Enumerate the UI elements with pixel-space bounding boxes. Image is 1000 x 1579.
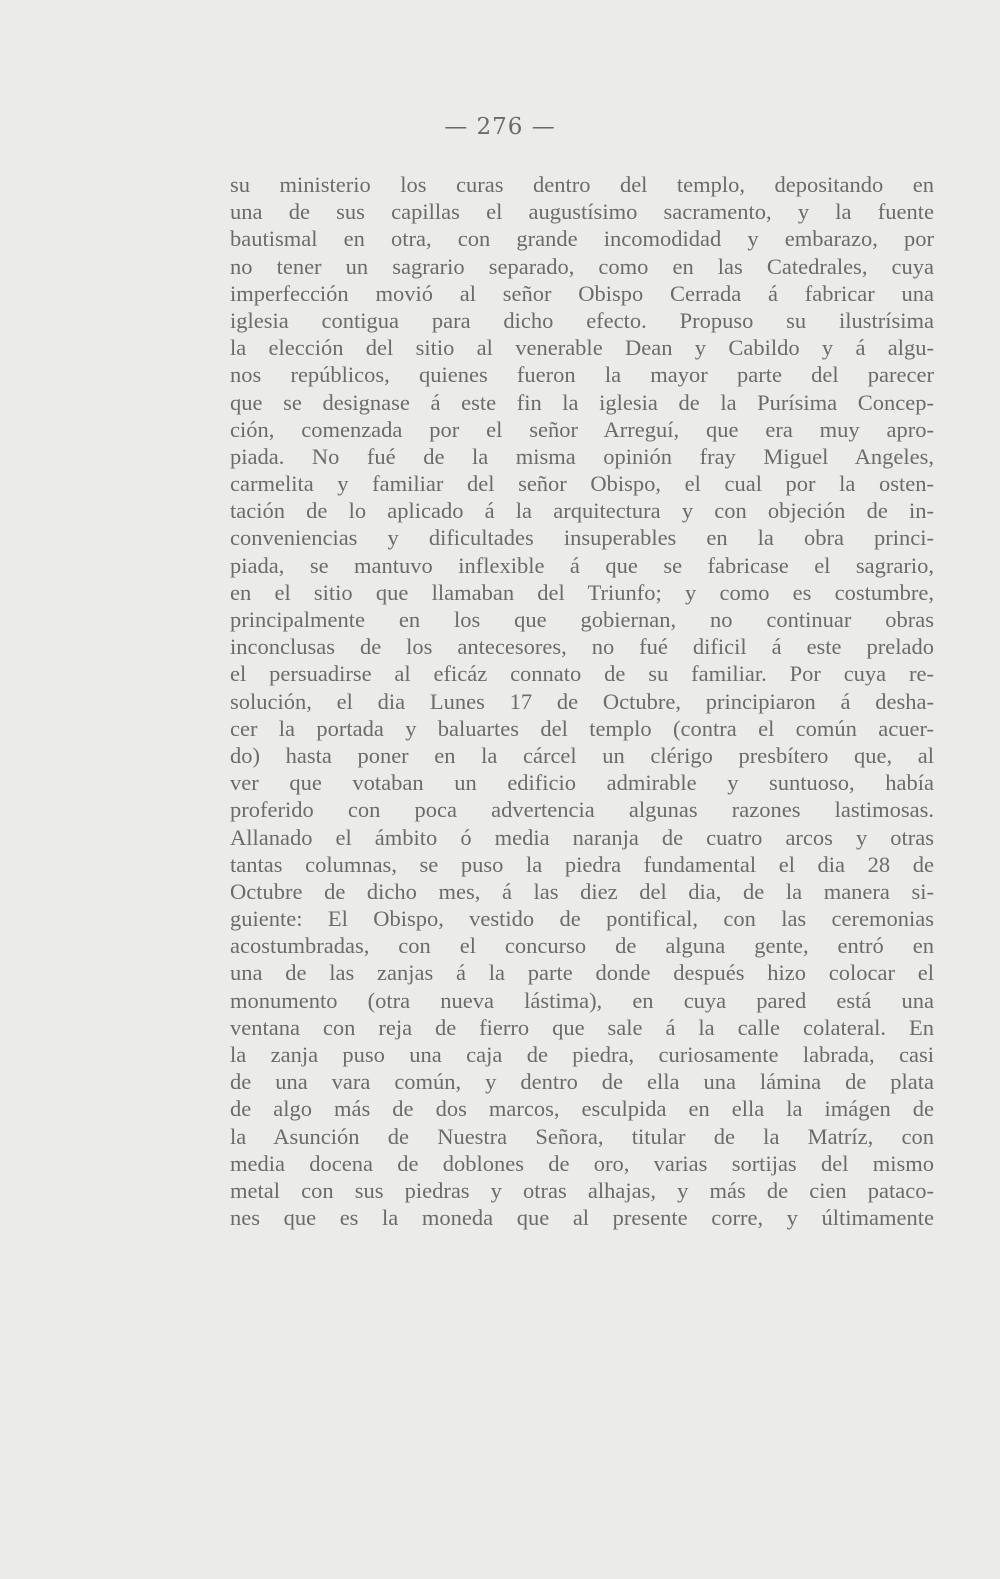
text-line: inconclusas de los antecesores, no fué dificil á este prelado <box>230 634 934 660</box>
text-line: Octubre de dicho mes, á las diez del dia, de la manera si- <box>230 878 934 904</box>
text-line: metal con sus piedras y otras alhajas, y más de cien pataco- <box>230 1177 934 1203</box>
text-line: bautismal en otra, con grande incomodidad y embarazo, por <box>230 226 934 252</box>
text-line: iglesia contigua para dicho efecto. Propuso su ilustrísima <box>230 307 934 333</box>
text-line: ventana con reja de fierro que sale á la calle colateral. En <box>230 1014 934 1040</box>
text-line: una de sus capillas el augustísimo sacramento, y la fuente <box>230 199 934 225</box>
text-line: tación de lo aplicado á la arquitectura y con objeción de in- <box>230 498 934 524</box>
text-line: ción, comenzada por el señor Arreguí, que era muy apro- <box>230 416 934 442</box>
text-line: proferido con poca advertencia algunas razones lastimosas. <box>230 797 934 823</box>
text-line: piada, se mantuvo inflexible á que se fabricase el sagrario, <box>230 552 934 578</box>
text-line: la elección del sitio al venerable Dean y Cabildo y á algu- <box>230 335 934 361</box>
text-line: media docena de doblones de oro, varias sortijas del mismo <box>230 1150 934 1176</box>
text-line: conveniencias y dificultades insuperables en la obra princi- <box>230 525 934 551</box>
text-line: el persuadirse al eficáz connato de su familiar. Por cuya re- <box>230 661 934 687</box>
text-line: Allanado el ámbito ó media naranja de cuatro arcos y otras <box>230 824 934 850</box>
text-line: principalmente en los que gobiernan, no continuar obras <box>230 607 934 632</box>
text-line: do) hasta poner en la cárcel un clérigo presbítero que, al <box>230 742 934 768</box>
text-line: piada. No fué de la misma opinión fray Miguel Angeles, <box>230 443 934 469</box>
text-line: no tener un sagrario separado, como en las Catedrales, cuya <box>230 253 934 279</box>
text-line: nos repúblicos, quienes fueron la mayor parte del parecer <box>230 362 934 388</box>
text-line: tantas columnas, se puso la piedra fundamental el dia 28 de <box>230 851 934 877</box>
text-line: una de las zanjas á la parte donde después hizo colocar el <box>230 960 934 986</box>
text-line: nes que es la moneda que al presente corre, y últimamente <box>230 1205 934 1231</box>
text-line: acostumbradas, con el concurso de alguna gente, entró en <box>230 933 934 959</box>
text-line: en el sitio que llamaban del Triunfo; y como es costumbre, <box>230 579 934 605</box>
text-line: la zanja puso una caja de piedra, curiosamente labrada, casi <box>230 1042 934 1067</box>
page-number: — 276 — <box>444 114 556 140</box>
text-line: solución, el dia Lunes 17 de Octubre, principiaron á desha- <box>230 688 934 714</box>
body-text <box>230 171 934 1231</box>
text-line: ver que votaban un edificio admirable y suntuoso, había <box>230 770 934 796</box>
text-line: que se designase á este fin la iglesia de la Purísima Concep- <box>230 389 934 415</box>
text-line: su ministerio los curas dentro del templo, depositando en <box>230 172 934 197</box>
text-line: carmelita y familiar del señor Obispo, el cual por la osten- <box>230 471 934 497</box>
text-line: de una vara común, y dentro de ella una lámina de plata <box>230 1069 934 1095</box>
text-line: guiente: El Obispo, vestido de pontifical, con las ceremonias <box>230 906 934 932</box>
text-line: cer la portada y baluartes del templo (contra el común acuer- <box>230 715 934 741</box>
text-line: imperfección movió al señor Obispo Cerrada á fabricar una <box>230 280 934 306</box>
text-line: monumento (otra nueva lástima), en cuya pared está una <box>230 987 934 1013</box>
text-line: la Asunción de Nuestra Señora, titular de la Matríz, con <box>230 1123 934 1149</box>
text-line: de algo más de dos marcos, esculpida en ella la imágen de <box>230 1096 934 1122</box>
